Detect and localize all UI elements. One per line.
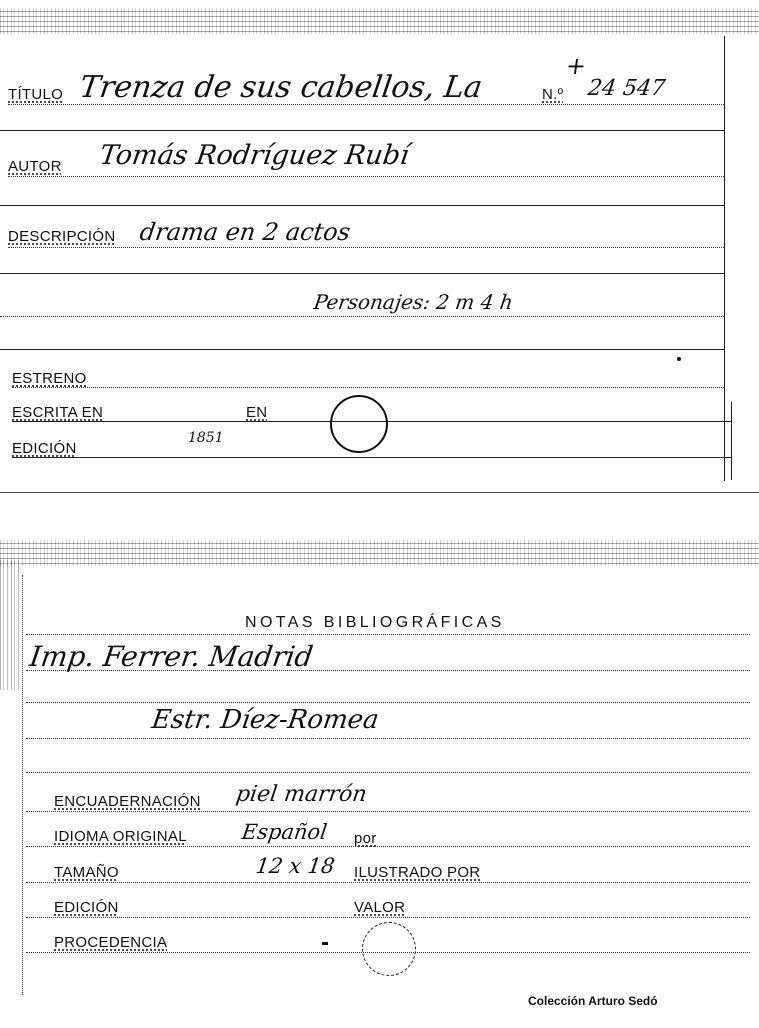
personajes-value: Personajes: 2 m 4 h (312, 290, 515, 314)
row-line-1 (0, 130, 724, 131)
ink-mark (322, 942, 328, 945)
notes-line-5 (26, 772, 750, 773)
titulo-line (8, 104, 724, 105)
edicion-line (12, 457, 731, 458)
autor-label: AUTOR (8, 158, 62, 175)
estreno-label: ESTRENO (12, 370, 87, 387)
notes-line-4 (26, 738, 750, 739)
valor-label: VALOR (354, 899, 406, 916)
encuadernacion-value: piel marrón (234, 782, 369, 807)
autor-line (8, 176, 724, 177)
card-bracket (731, 402, 732, 480)
stamp-circle (330, 395, 388, 453)
stamp-circle-faint (362, 922, 416, 976)
notes-line-3 (26, 702, 750, 703)
scan-noise-bottom-overlay (0, 540, 759, 566)
idioma-value: Español (240, 820, 329, 844)
ilustrado-label: ILUSTRADO POR (354, 864, 481, 881)
card-left-edge (22, 575, 23, 995)
idioma-line (26, 846, 750, 847)
numero-value: 24 547 (586, 76, 667, 101)
notes-line1-value: Imp. Ferrer. Madrid (27, 640, 316, 673)
scan-noise-top-overlay (0, 8, 759, 34)
descripcion-value: drama en 2 actos (138, 218, 353, 246)
en-label: EN (246, 404, 268, 421)
row-line-4 (0, 349, 724, 350)
edicion-value: 1851 (188, 430, 224, 446)
notes-line-1 (26, 634, 750, 635)
descripcion-label: DESCRIPCIÓN (8, 228, 116, 245)
ink-dot (677, 357, 681, 361)
procedencia-label: PROCEDENCIA (54, 934, 168, 951)
tamano-label: TAMAÑO (54, 864, 119, 881)
descripcion-line (8, 247, 724, 248)
estreno-line (12, 387, 724, 388)
tamano-value: 12 x 18 (254, 854, 337, 878)
card-bottom-edge (0, 492, 759, 493)
edicion-label: EDICIÓN (12, 440, 77, 457)
row-line-3 (0, 273, 724, 274)
row-line-2 (0, 205, 724, 206)
autor-value: Tomás Rodríguez Rubí (97, 140, 411, 171)
edicion2-label: EDICIÓN (54, 899, 119, 916)
tamano-line (26, 882, 750, 883)
escrita-en-label: ESCRITA EN (12, 404, 104, 421)
idioma-label: IDIOMA ORIGINAL (54, 828, 187, 845)
notas-heading: NOTAS BIBLIOGRÁFICAS (245, 614, 505, 631)
edicion2-line (26, 917, 750, 918)
titulo-label: TÍTULO (8, 86, 64, 103)
notes-line-2 (26, 670, 750, 671)
encuadernacion-label: ENCUADERNACIÓN (54, 793, 201, 810)
card-right-border (724, 36, 725, 481)
blank-line-1 (0, 316, 724, 317)
por-label: por (354, 830, 377, 847)
collection-footer: Colección Arturo Sedó (528, 994, 658, 1008)
titulo-value: Trenza de sus cabellos, La (77, 70, 485, 105)
numero-mark: + (564, 52, 589, 80)
scan-noise-left (0, 560, 20, 690)
encuadernacion-line (26, 811, 750, 812)
numero-label: N.º (542, 86, 564, 103)
notes-line2-value: Estr. Díez-Romea (149, 705, 381, 735)
